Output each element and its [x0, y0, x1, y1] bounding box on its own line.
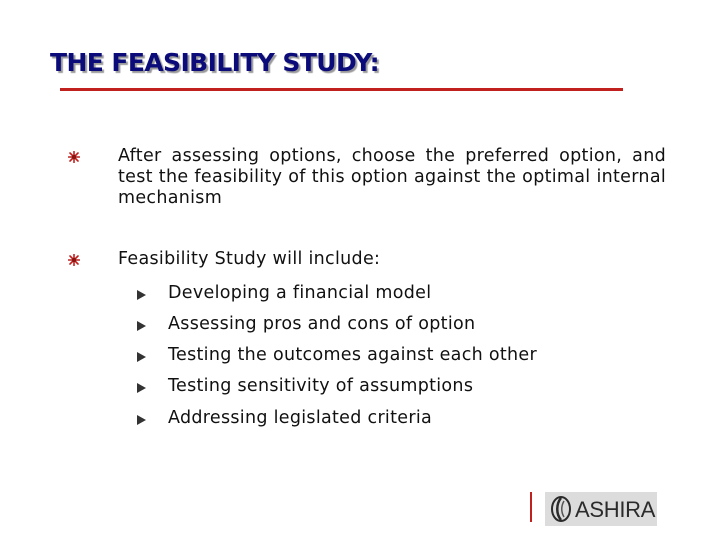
sub-bullet-1: Developing a financial model [168, 283, 432, 303]
bullet-text-2: Feasibility Study will include: [118, 249, 381, 269]
sub-bullet-4: Testing sensitivity of assumptions [168, 376, 474, 396]
sub-bullet-5: Addressing legislated criteria [168, 408, 433, 428]
company-logo [545, 492, 657, 526]
ashira-logo-icon [550, 495, 572, 523]
arrow-bullet-icon [137, 321, 146, 331]
arrow-bullet-icon [137, 290, 146, 300]
sub-bullet-3: Testing the outcomes against each other [168, 345, 537, 365]
starburst-bullet-icon [68, 254, 80, 266]
arrow-bullet-icon [137, 415, 146, 425]
title-underline [60, 88, 623, 91]
arrow-bullet-icon [137, 352, 146, 362]
arrow-bullet-icon [137, 383, 146, 393]
bullet-text-1: After assessing options, choose the preferred option, and test the feasibility of this option against the optimal internal mechanism [118, 146, 666, 208]
sub-bullet-2: Assessing pros and cons of option [168, 314, 476, 334]
logo-divider [530, 492, 532, 522]
slide-title: THE FEASIBILITY STUDY: [50, 48, 380, 77]
logo-text: ASHIRA [575, 497, 656, 522]
starburst-bullet-icon [68, 151, 80, 163]
